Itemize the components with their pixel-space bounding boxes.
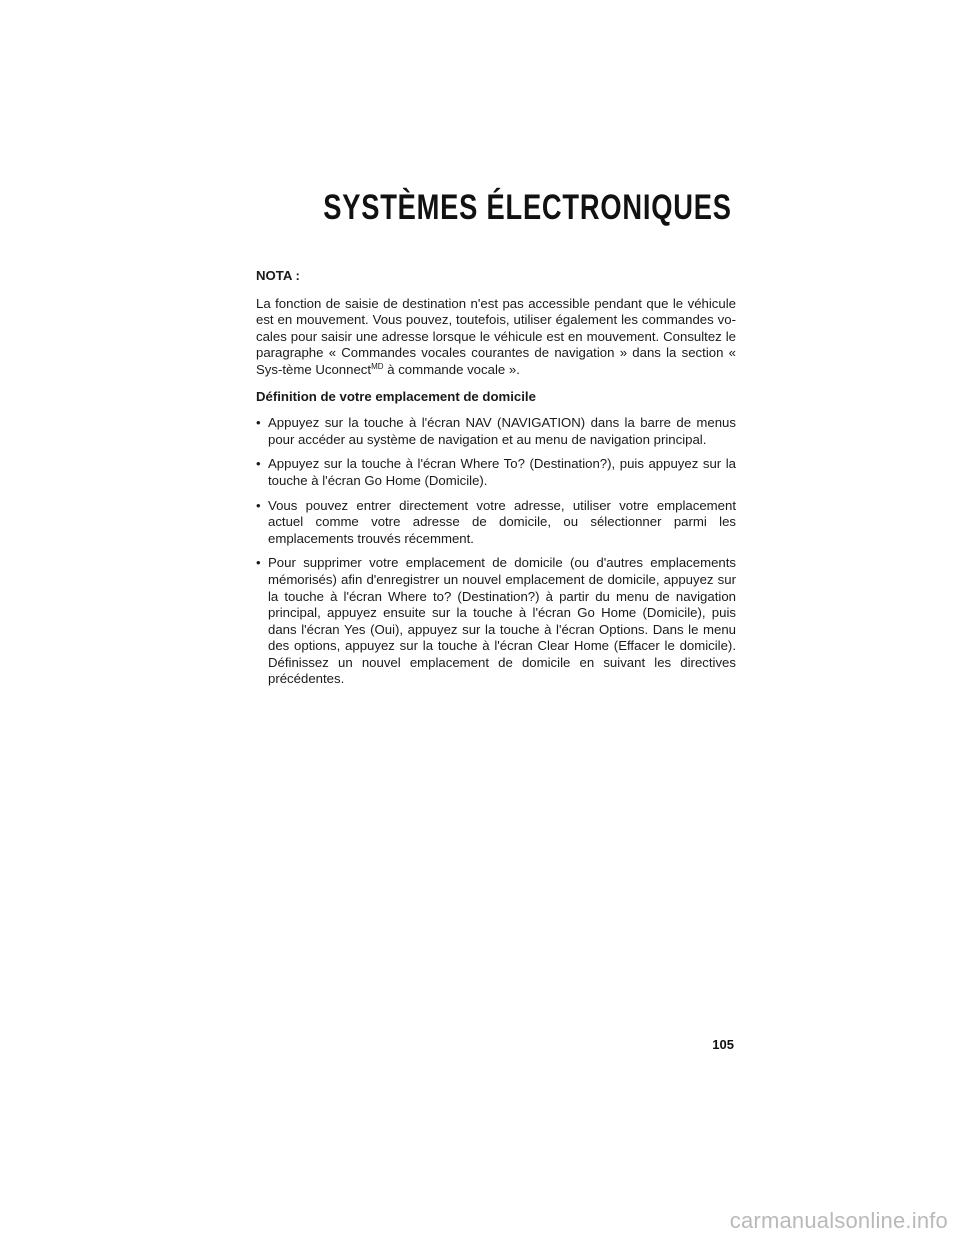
note-title: NOTA : <box>256 268 300 283</box>
list-item <box>256 498 736 548</box>
list-item <box>256 555 736 688</box>
bullet-icon: • <box>256 555 261 571</box>
note-paragraph <box>256 296 736 379</box>
bullet-icon: • <box>256 497 261 513</box>
list-item <box>256 456 736 489</box>
list-item-text: Vous pouvez entrer directement votre adresse, utiliser votre emplacement actuel comme votre adresse de domicile, ou sélectionner parmi les emplacements trouvés récemment. <box>268 497 736 546</box>
trademark-superscript: MD <box>371 361 384 371</box>
note-text: La fonction de saisie de destination n'est pas accessible pendant que le véhicule est en mouvement. Vous pouvez, toutefois, utiliser également les commandes vo-cales pour saisir une adresse lorsque le véhicule est en mouvement. Consultez le paragraphe « Commandes vocales courantes de navigation » dans la section « Sys-tème Uconnect <box>256 295 736 377</box>
instruction-list <box>256 415 736 688</box>
list-item-text: Pour supprimer votre emplacement de domicile (ou d'autres emplacements mémorisés) afin d'enregistrer un nouvel emplacement de domicile, appuyez sur la touche à l'écran Where to? (Destination?) à partir du menu de navigation principal, appuyez ensuite sur la touche à l'écran Go Home (Domicile), puis dans l'écran Yes (Oui), appuyez sur la touche à l'écran Options. Dans le menu des options, appuyez sur la touche à l'écran Clear Home (Effacer le domicile). Définissez un nouvel emplacement de domicile en suivant les directives précédentes. <box>268 555 736 687</box>
watermark[interactable]: carmanualsonline.info <box>729 1208 948 1233</box>
bullet-icon: • <box>256 456 261 472</box>
list-item-text: Appuyez sur la touche à l'écran Where To? (Destination?), puis appuyez sur la touche à l'écran Go Home (Domicile). <box>268 456 736 488</box>
page-number: 105 <box>712 1037 734 1052</box>
note-text-end: à commande vocale ». <box>383 361 520 377</box>
page-title: SYSTÈMES ÉLECTRONIQUES <box>323 188 732 227</box>
section-heading: Définition de votre emplacement de domicile <box>256 388 536 404</box>
list-item-text: Appuyez sur la touche à l'écran NAV (NAVIGATION) dans la barre de menus pour accéder au système de navigation et au menu de navigation principal. <box>268 415 736 447</box>
list-item <box>256 415 736 448</box>
main-content <box>256 268 736 696</box>
bullet-icon: • <box>256 415 261 431</box>
